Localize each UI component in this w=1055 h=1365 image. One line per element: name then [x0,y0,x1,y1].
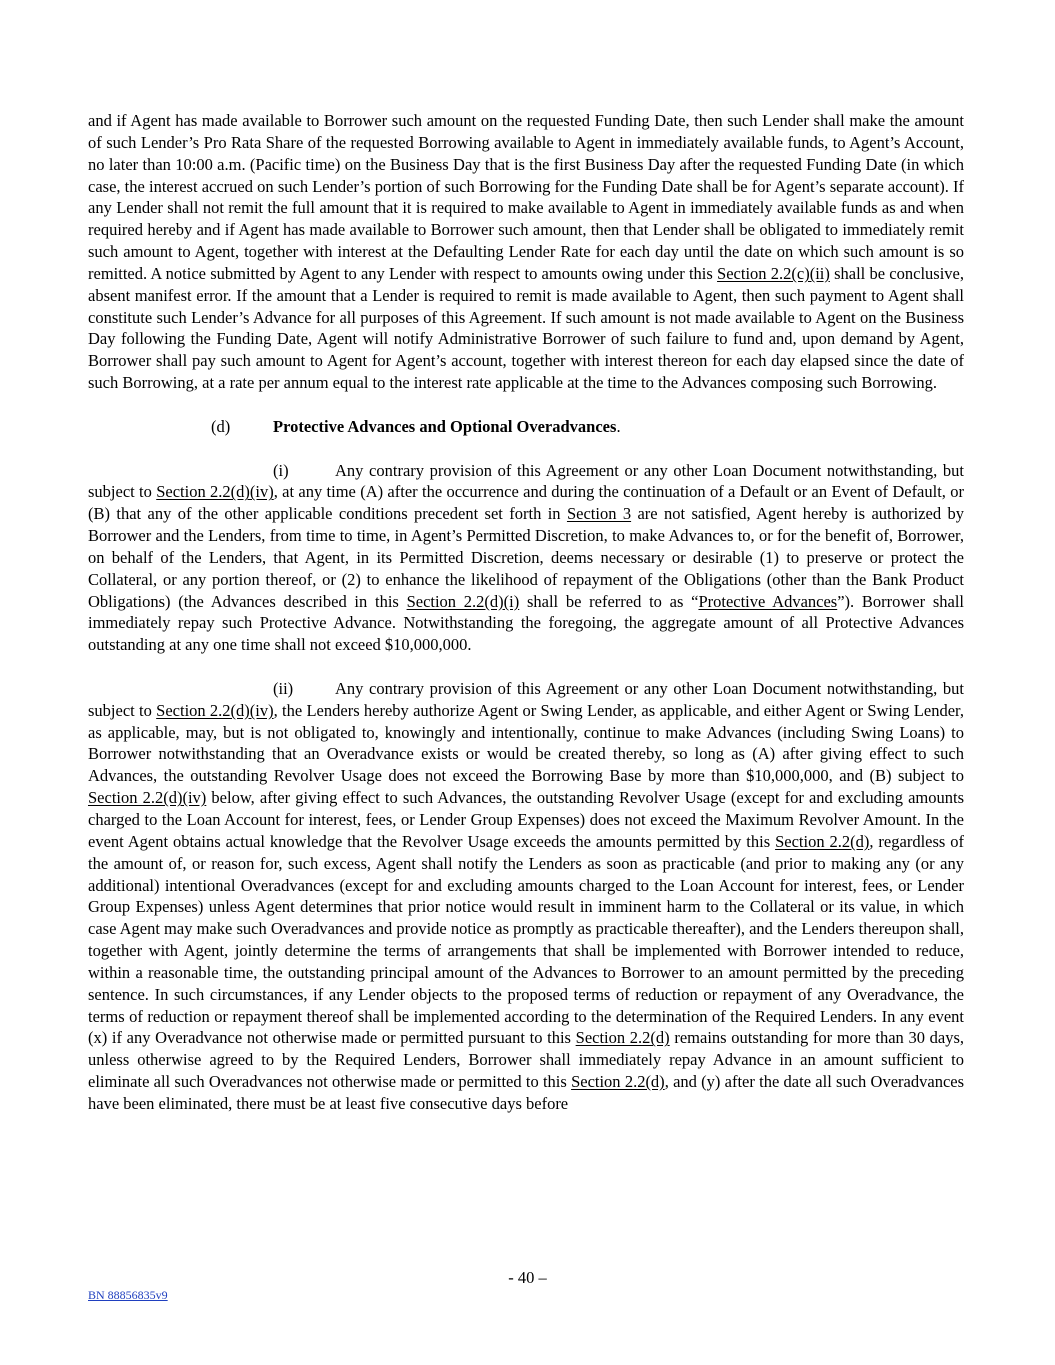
section-reference: Section 2.2(d)(iv) [156,700,274,720]
section-reference: Section 2.2(d) [775,831,870,851]
subsection-number: (d) [211,416,231,436]
defined-term: Protective Advances [698,591,838,611]
document-id-link[interactable]: BN 88856835v9 [88,1288,168,1302]
page-number: - 40 – [508,1268,547,1287]
section-reference: Section 2.2(c)(ii) [717,263,830,283]
subsection-title: Protective Advances and Optional Overadvances [273,416,617,436]
clause-number: (ii) [273,678,294,698]
clause-number: (i) [273,460,289,480]
section-reference: Section 2.2(d) [571,1072,665,1092]
paragraph-continuation: and if Agent has made available to Borrower such amount on the requested Funding Date, then such Lender shall make the amount of such Lender’s Pro Rata Share of the requested Borrowing available to Agent in immediately available funds, to Agent’s Account, no later than 10:00 a.m. (Pacific time) on the Business Day that is the first Business Day after the requested Funding Date (in which case, the interest accrued on such Lender’s portion of such Borrowing for the Funding Date shall be for Agent’s separate account). If any Lender shall not remit the full amount that it is required to make available to Agent in immediately available funds as and when required hereby and if Agent has made available to Borrower such amount, then that Lender shall be obligated to immediately remit such amount to Agent, together with interest at the Defaulting Lender Rate for each day until the date on which such amount is so remitted. A notice submitted by Agent to any Lender with respect to amounts owing under this Section 2.2(c)(ii) shall be conclusive, absent manifest error. If the amount that a Lender is required to remit is made available to Agent, then such payment to Agent shall constitute such Lender’s Advance for all purposes of this Agreement. If such amount is not made available to Agent on the Business Day following the Funding Date, Agent will notify Administrative Borrower of such failure to fund and, upon demand by Agent, Borrower shall pay such amount to Agent for Agent’s account, together with interest thereon for each day elapsed since the date of such Borrowing, at a rate per annum equal to the interest rate applicable at the time to the Advances composing such Borrowing. [88,111,964,393]
section-reference: Section 3 [566,504,632,524]
section-reference: Section 2.2(d)(iv) [88,788,207,808]
paragraph-i: (i) Any contrary provision of this Agreement or any other Loan Document notwithstanding, but subject to Section 2.2(d)(iv), at any time (A) after the occurrence and during the continuation of a Default or an Event of Default, or (B) that any of the other applicable conditions precedent set forth in Section 3 are not satisfied, Agent hereby is authorized by Borrower and the Lenders, from time to time, in Agent’s Permitted Discretion, to make Advances to, or for the benefit of, Borrower, on behalf of the Lenders, that Agent, in its Permitted Discretion, deems necessary or desirable (1) to preserve or protect the Collateral, or any portion thereof, or (2) to enhance the likelihood of repayment of the Obligations (other than the Bank Product Obligations) (the Advances described in this Section 2.2(d)(i) shall be referred to as “Protective Advances”). Borrower shall immediately repay such Protective Advance. Notwithstanding the foregoing, the aggregate amount of all Protective Advances outstanding at any one time shall not exceed $10,000,000. [88,460,965,655]
document-body [88,110,964,1115]
section-reference: Section 2.2(d) [575,1028,670,1048]
section-reference: Section 2.2(d)(iv) [156,482,274,502]
paragraph-ii: (ii) Any contrary provision of this Agreement or any other Loan Document notwithstanding, but subject to Section 2.2(d)(iv), the Lenders hereby authorize Agent or Swing Lender, as applicable, and either Agent or Swing Lender, as applicable, may, but is not obligated to, knowingly and intentionally, continue to make Advances (including Swing Loans) to Borrower notwithstanding that an Overadvance exists or would be created thereby, so long as (A) after giving effect to such Advances, the outstanding Revolver Usage does not exceed the Borrowing Base by more than $10,000,000, and (B) subject to Section 2.2(d)(iv) below, after giving effect to such Advances, the outstanding Revolver Usage (except for and excluding amounts charged to the Loan Account for interest, fees, or Lender Group Expenses) does not exceed the Maximum Revolver Amount. In the event Agent obtains actual knowledge that the Revolver Usage exceeds the amounts permitted by this Section 2.2(d), regardless of the amount of, or reason for, such excess, Agent shall notify the Lenders as soon as practicable (and prior to making any (or any additional) intentional Overadvances (except for and excluding amounts charged to the Loan Account for interest, fees, or Lender Group Expenses) unless Agent determines that prior notice would result in imminent harm to the Collateral or its value, in which case Agent may make such Overadvances and provide notice as promptly as practicable thereafter), and the Lenders thereupon shall, together with Agent, jointly determine the terms of arrangements that shall be implemented with Borrower intended to reduce, within a reasonable time, the outstanding principal amount of the Advances to Borrower to an amount permitted by the preceding sentence. In such circumstances, if any Lender objects to the proposed terms of reduction or repayment of any Overadvance, the terms of reduction or repayment thereof shall be implemented according to the determination of the Required Lenders. In any event (x) if any Overadvance not otherwise made or permitted pursuant to this Section 2.2(d) remains outstanding for more than 30 days, unless otherwise agreed to by the Required Lenders, Borrower shall immediately repay Advance in an amount sufficient to eliminate all such Overadvances not otherwise made or permitted to this Section 2.2(d), and (y) after the date all such Overadvances have been eliminated, there must be at least five consecutive days before [88,678,965,1113]
subsection-heading-d: (d) Protective Advances and Optional Overadvances . [211,416,621,436]
section-reference: Section 2.2(d)(i) [406,591,520,611]
